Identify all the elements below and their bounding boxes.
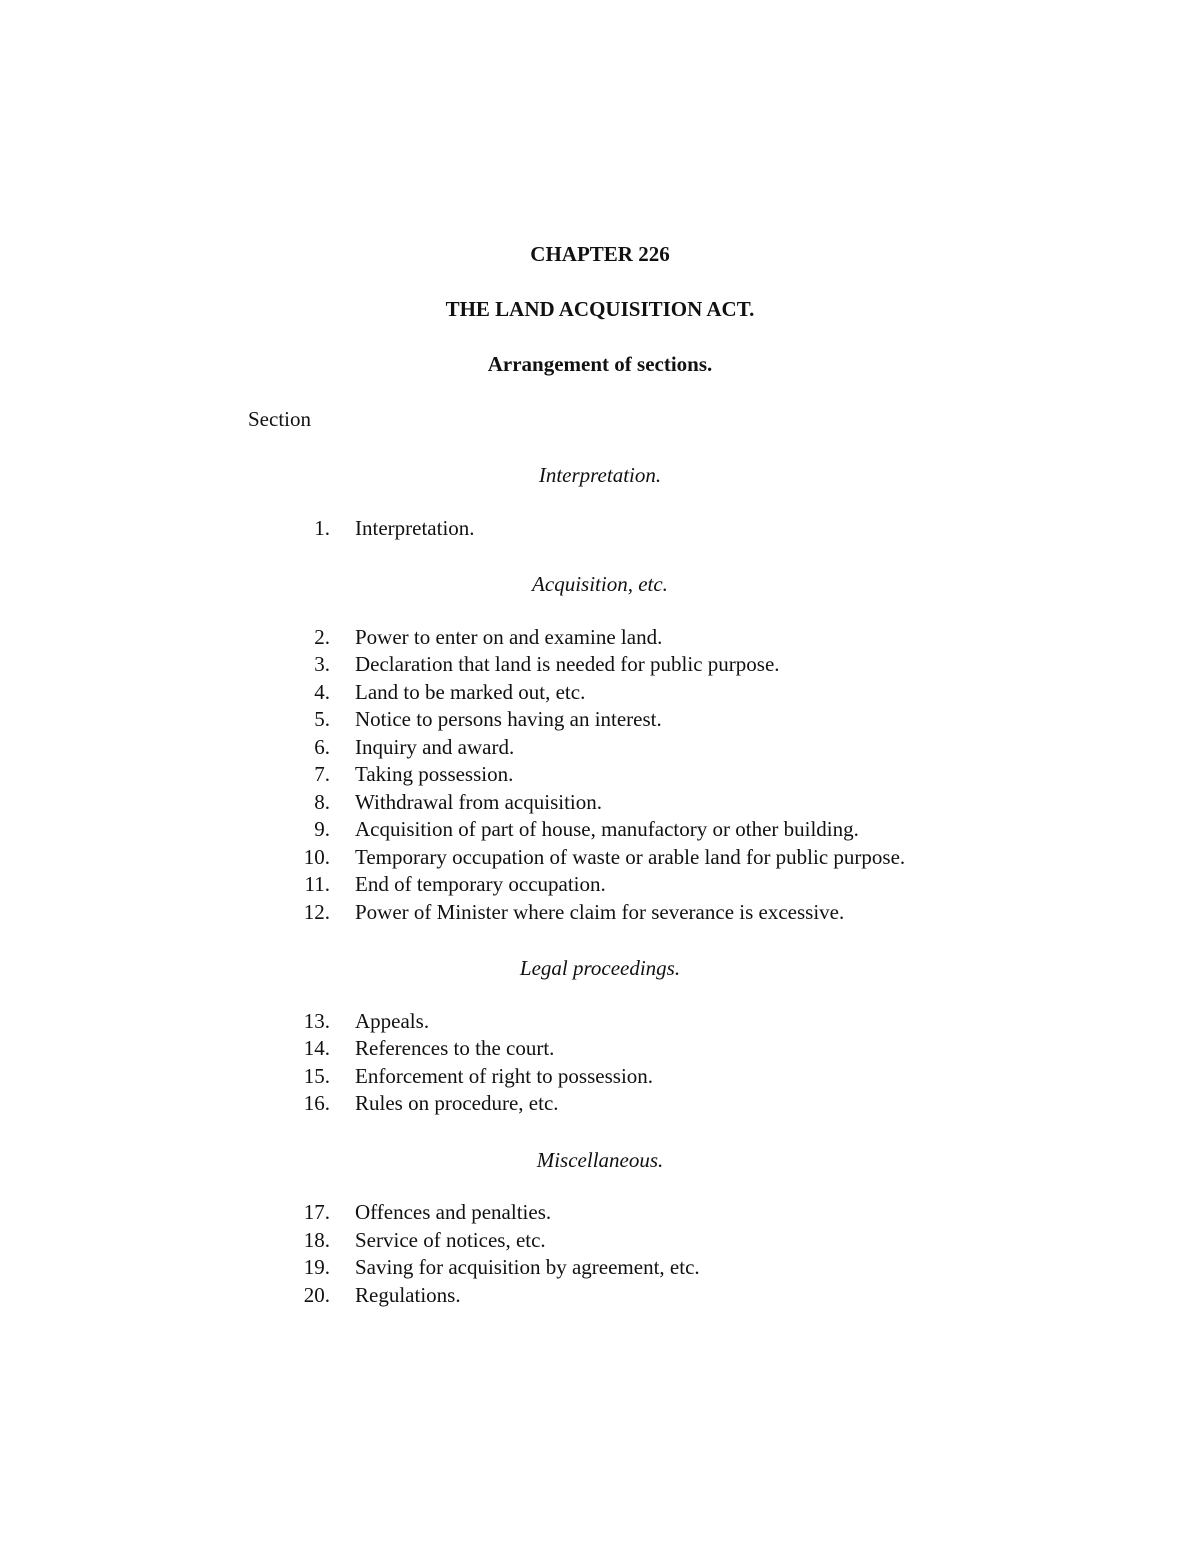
list-item [0, 844, 1200, 871]
section-number: 3. [314, 652, 330, 676]
section-title: Offences and penalties. [355, 1200, 552, 1224]
section-title: Service of notices, etc. [355, 1228, 546, 1252]
list-item [0, 1227, 1200, 1254]
section-number: 1. [314, 516, 330, 540]
section-number: 6. [314, 735, 330, 759]
act-title: THE LAND ACQUISITION ACT. [445, 297, 755, 321]
list-item [0, 816, 1200, 843]
section-number: 10. [303, 845, 330, 869]
section-number: 13. [303, 1009, 330, 1033]
section-title: Power of Minister where claim for severance is excessive. [355, 900, 845, 924]
part-heading: Interpretation. [538, 463, 662, 487]
section-title: Land to be marked out, etc. [355, 680, 586, 704]
section-number: 19. [303, 1255, 330, 1279]
arrangement-heading: Arrangement of sections. [487, 352, 713, 376]
section-title: Acquisition of part of house, manufactory or other building. [355, 817, 859, 841]
section-title: Interpretation. [355, 516, 475, 540]
section-title: Enforcement of right to possession. [355, 1064, 654, 1088]
part-heading: Miscellaneous. [536, 1148, 664, 1172]
part-heading: Legal proceedings. [519, 956, 681, 980]
section-title: Regulations. [355, 1283, 461, 1307]
section-number: 7. [314, 762, 330, 786]
section-number: 20. [303, 1283, 330, 1307]
section-title: End of temporary occupation. [355, 872, 606, 896]
section-number: 9. [314, 817, 330, 841]
list-item [0, 1063, 1200, 1090]
list-item [0, 1254, 1200, 1281]
list-item [0, 1282, 1200, 1309]
section-column-label: Section [248, 407, 311, 431]
list-item [0, 871, 1200, 898]
section-title: Notice to persons having an interest. [355, 707, 662, 731]
section-number: 12. [303, 900, 330, 924]
section-title: Rules on procedure, etc. [355, 1091, 559, 1115]
section-title: Saving for acquisition by agreement, etc. [355, 1255, 700, 1279]
list-item [0, 789, 1200, 816]
list-item [0, 679, 1200, 706]
list-item [0, 1035, 1200, 1062]
chapter-heading: CHAPTER 226 [530, 242, 670, 266]
list-item [0, 651, 1200, 678]
section-title: References to the court. [355, 1036, 555, 1060]
list-item [0, 706, 1200, 733]
list-item [0, 1090, 1200, 1117]
section-title: Power to enter on and examine land. [355, 625, 663, 649]
section-number: 2. [314, 625, 330, 649]
section-title: Inquiry and award. [355, 735, 515, 759]
list-item [0, 624, 1200, 651]
section-number: 4. [314, 680, 330, 704]
section-title: Declaration that land is needed for public purpose. [355, 652, 780, 676]
section-number: 15. [303, 1064, 330, 1088]
list-item [0, 899, 1200, 926]
section-title: Appeals. [355, 1009, 430, 1033]
section-number: 18. [303, 1228, 330, 1252]
list-item [0, 1199, 1200, 1226]
part-heading: Acquisition, etc. [532, 572, 668, 596]
section-title: Withdrawal from acquisition. [355, 790, 603, 814]
section-number: 17. [303, 1200, 330, 1224]
section-number: 5. [314, 707, 330, 731]
list-item [0, 1008, 1200, 1035]
section-number: 11. [304, 872, 330, 896]
section-number: 14. [303, 1036, 330, 1060]
section-title: Temporary occupation of waste or arable land for public purpose. [355, 845, 906, 869]
list-item [0, 734, 1200, 761]
list-item [0, 761, 1200, 788]
section-number: 8. [314, 790, 330, 814]
section-number: 16. [303, 1091, 330, 1115]
section-title: Taking possession. [355, 762, 514, 786]
list-item [0, 515, 1200, 542]
